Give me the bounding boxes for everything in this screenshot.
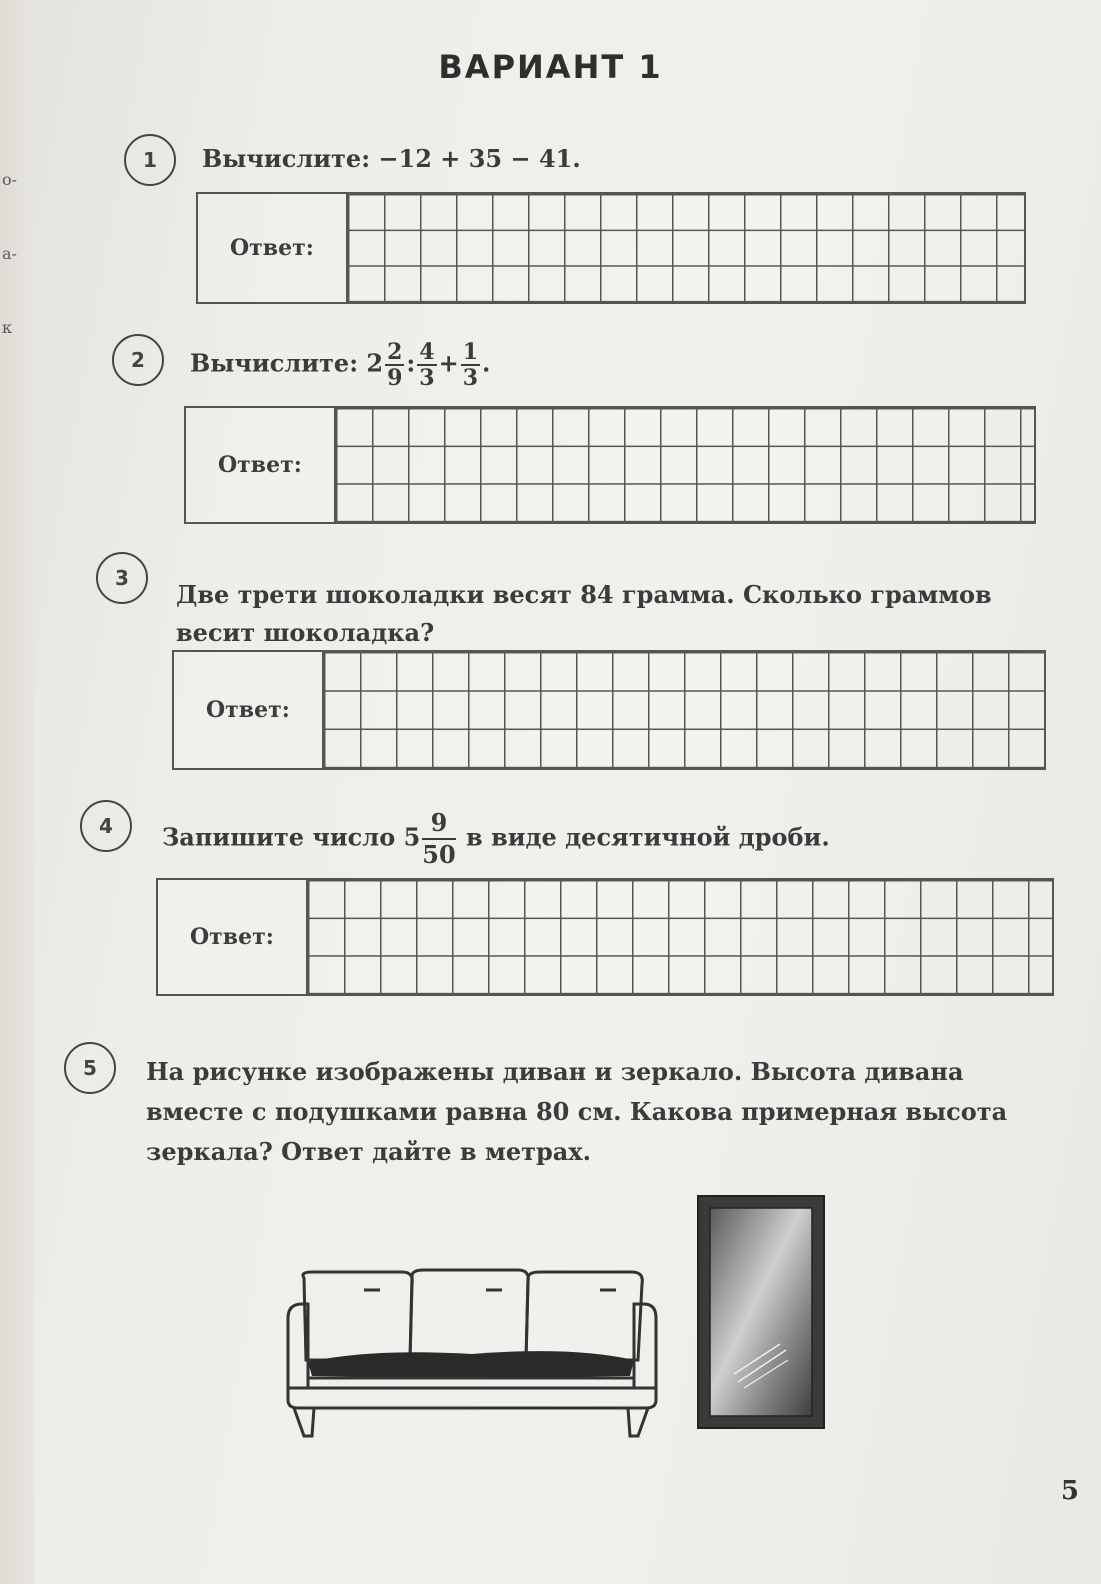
answer-label: Ответ: xyxy=(186,408,336,522)
edge-fragment: к xyxy=(2,318,12,337)
task-text: Вычислите: −12 + 35 − 41. xyxy=(202,144,581,173)
answer-grid[interactable] xyxy=(324,652,1044,768)
edge-fragment: а- xyxy=(2,244,17,263)
fraction xyxy=(461,340,480,390)
fraction-numerator: 4 xyxy=(419,339,435,365)
fraction-denominator: 3 xyxy=(462,365,479,391)
sofa-illustration xyxy=(282,1268,662,1438)
answer-box[interactable] xyxy=(172,650,1046,770)
task-number: 2 xyxy=(112,334,164,386)
answer-grid[interactable] xyxy=(336,408,1034,522)
expr-suffix: в виде десятичной дроби. xyxy=(466,822,830,852)
answer-label: Ответ: xyxy=(174,652,324,768)
expr-suffix: . xyxy=(482,348,491,378)
fraction-denominator: 9 xyxy=(387,365,403,391)
answer-grid[interactable] xyxy=(308,880,1052,994)
operator: + xyxy=(438,348,459,378)
fraction-numerator: 9 xyxy=(422,808,455,840)
fraction xyxy=(417,340,436,390)
fraction-denominator: 3 xyxy=(419,365,435,391)
task-number: 1 xyxy=(124,134,176,186)
task-text: На рисунке изображены диван и зеркало. Высота дивана вместе с подушками равна 80 см. Какова примерная высота зеркала? Ответ дайте в метрах. xyxy=(146,1057,1008,1166)
answer-box[interactable] xyxy=(184,406,1036,524)
page-title: ВАРИАНТ 1 xyxy=(438,48,663,86)
operator: : xyxy=(406,348,416,378)
fraction-numerator: 2 xyxy=(387,339,403,365)
task-text xyxy=(190,340,490,390)
edge-fragment: о- xyxy=(2,170,18,189)
answer-box[interactable] xyxy=(156,878,1054,996)
previous-page-edge xyxy=(0,0,34,1584)
page-number: 5 xyxy=(1060,1476,1079,1506)
answer-box[interactable] xyxy=(196,192,1026,304)
fraction xyxy=(422,808,455,870)
answer-grid[interactable] xyxy=(348,194,1024,302)
task-number: 3 xyxy=(96,552,148,604)
mirror-illustration xyxy=(696,1194,826,1430)
answer-label: Ответ: xyxy=(158,880,308,994)
fraction-denominator: 50 xyxy=(422,840,456,869)
expr-prefix: Вычислите: 2 xyxy=(190,348,384,378)
fraction-numerator: 1 xyxy=(462,339,479,365)
task-number: 4 xyxy=(80,800,132,852)
expr-prefix: Запишите число 5 xyxy=(162,822,421,852)
fraction xyxy=(385,340,404,390)
answer-label: Ответ: xyxy=(198,194,348,302)
task-text xyxy=(162,808,830,870)
task-text: Две трети шоколадки весят 84 грамма. Сколько граммов весит шоколадка? xyxy=(176,580,992,647)
task-number: 5 xyxy=(64,1042,116,1094)
